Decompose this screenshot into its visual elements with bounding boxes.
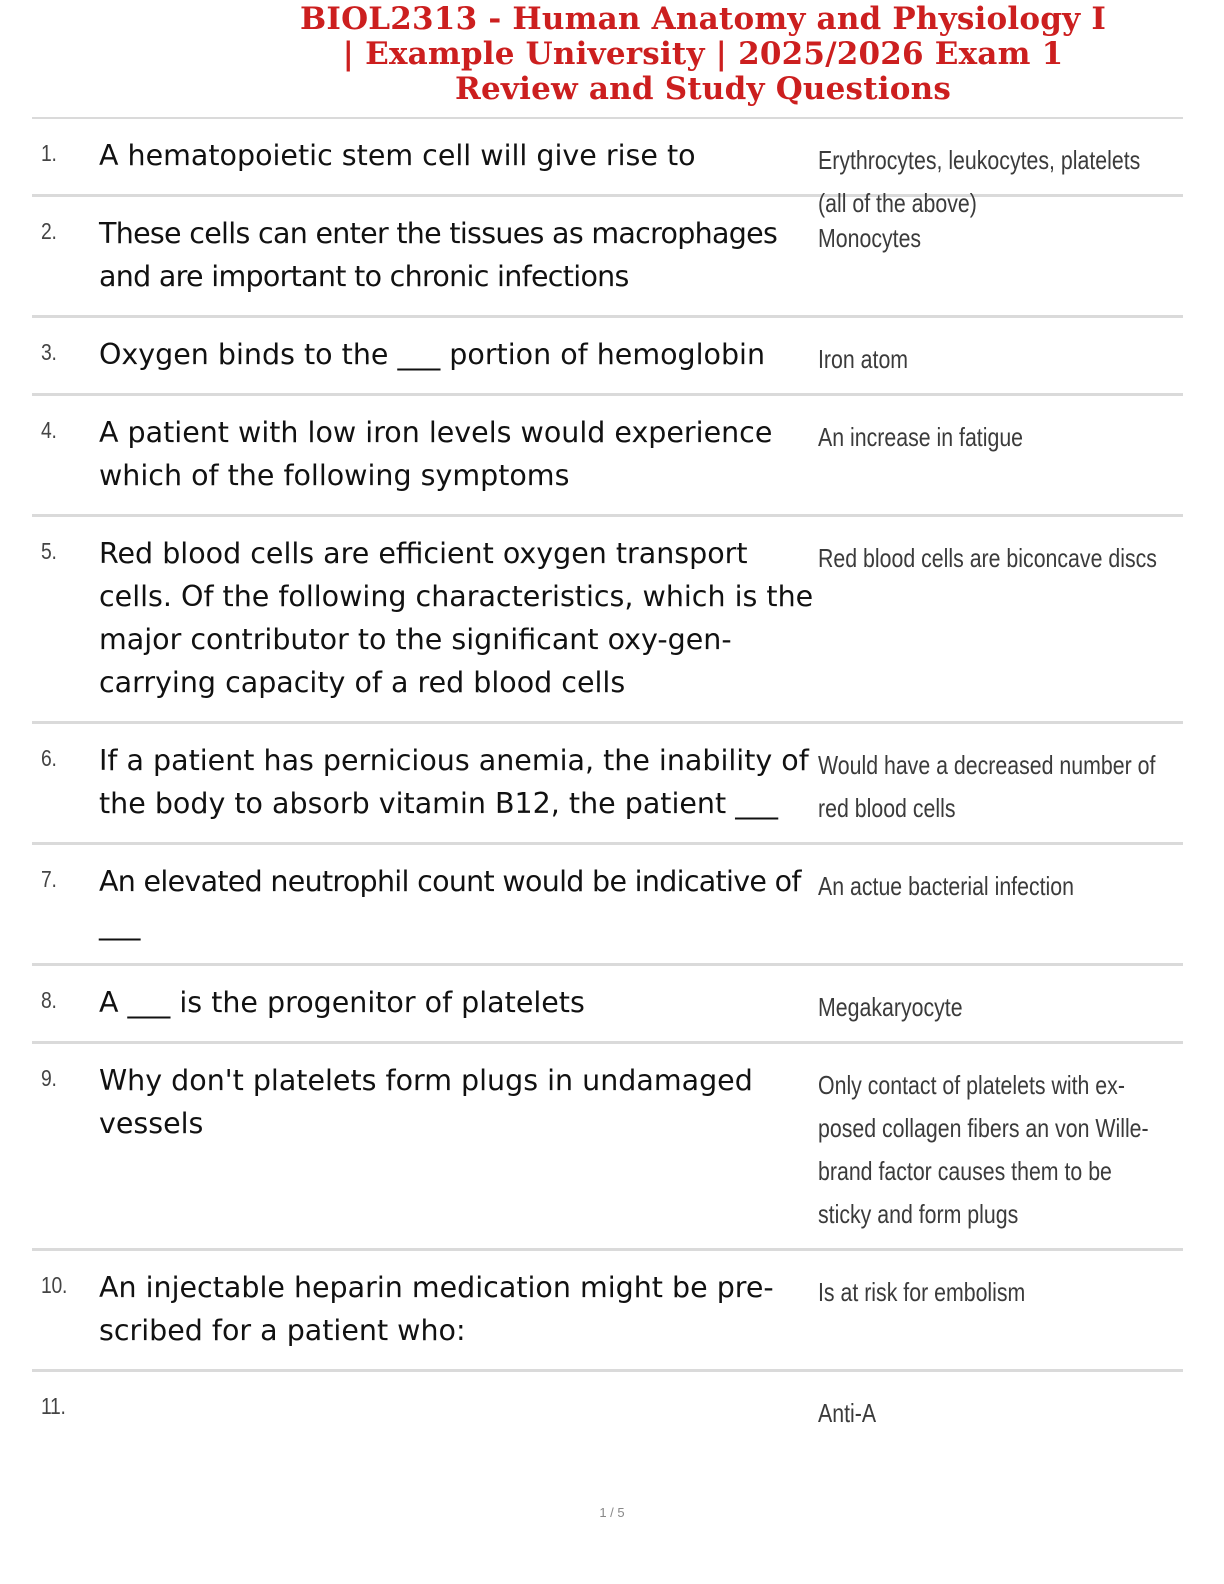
- answer-line: Red blood cells are biconcave discs: [818, 543, 1157, 573]
- answer-line: red blood cells: [818, 793, 956, 823]
- answer-line: sticky and form plugs: [818, 1199, 1019, 1229]
- question-row-6: [32, 724, 1183, 845]
- question-text: An injectable heparin medication might be pre-scribed for a patient who:: [99, 1271, 774, 1347]
- question-number: 9.: [41, 1065, 57, 1091]
- question-number: 6.: [41, 745, 57, 771]
- question-row-7: [32, 845, 1183, 966]
- question-number: 8.: [41, 987, 57, 1013]
- question-row-2: [32, 197, 1183, 318]
- question-row-1: [32, 119, 1183, 218]
- answer-text: [818, 744, 1156, 830]
- question-row-4: [32, 396, 1183, 517]
- answer-line: brand factor causes them to be: [818, 1156, 1112, 1186]
- question-text: These cells can enter the tissues as macrophages and are important to chronic infections: [99, 217, 778, 293]
- question-text: A hematopoietic stem cell will give rise to: [99, 139, 696, 172]
- question-row-9: [32, 1044, 1183, 1251]
- question-number: 4.: [41, 417, 57, 443]
- question-row-3: [32, 318, 1183, 396]
- question-number: 7.: [41, 866, 57, 892]
- answer-line: (all of the above): [818, 188, 977, 218]
- question-text: [99, 1387, 817, 1430]
- title-line-2: | Example University | 2025/2026 Exam 1: [342, 36, 1064, 72]
- answer-line: Would have a decreased number of: [818, 750, 1156, 780]
- question-number: 10.: [41, 1272, 68, 1298]
- question-number: 5.: [41, 538, 57, 564]
- answer-line: Erythrocytes, leukocytes, platelets: [818, 145, 1141, 175]
- question-row-11: [32, 1372, 1183, 1447]
- answer-line: An actue bacterial infection: [818, 871, 1075, 901]
- answer-line: posed collagen fibers an von Wille-: [818, 1113, 1149, 1143]
- answer-text: [818, 338, 1113, 381]
- question-text: A patient with low iron levels would experience which of the following symptoms: [99, 416, 773, 492]
- page-indicator: 1 / 5: [599, 1505, 625, 1520]
- question-text: Red blood cells are efficient oxygen transport cells. Of the following characteristics, which is the major contributor to the significant oxy-gen-carrying capacity of a red blood cells: [99, 537, 814, 699]
- document-title: [190, 2, 1216, 107]
- answer-line: Iron atom: [818, 344, 909, 374]
- question-text: An elevated neutrophil count would be indicative of ___: [99, 865, 801, 941]
- question-number: 1.: [41, 140, 57, 166]
- answer-line: Only contact of platelets with ex-: [818, 1070, 1125, 1100]
- question-row-5: [32, 517, 1183, 724]
- question-answer-list: [32, 117, 1183, 1447]
- question-row-8: [32, 966, 1183, 1044]
- answer-line: Megakaryocyte: [818, 992, 963, 1022]
- answer-text: [818, 1271, 1113, 1314]
- answer-line: Anti-A: [818, 1398, 877, 1428]
- answer-line: Is at risk for embolism: [818, 1277, 1026, 1307]
- question-text: If a patient has pernicious anemia, the inability of the body to absorb vitamin B12, the patient ___: [99, 744, 809, 820]
- answer-line: Monocytes: [818, 223, 922, 253]
- question-number: 2.: [41, 218, 57, 244]
- question-text: Why don't platelets form plugs in undamaged vessels: [99, 1064, 753, 1140]
- answer-text: [818, 1392, 1113, 1435]
- title-line-1: BIOL2313 - Human Anatomy and Physiology I: [299, 1, 1107, 37]
- answer-text: [818, 1064, 1149, 1236]
- answer-text: [818, 865, 1113, 908]
- answer-text: [818, 416, 1113, 459]
- question-number: 3.: [41, 339, 57, 365]
- answer-line: An increase in fatigue: [818, 422, 1024, 452]
- question-number: 11.: [41, 1393, 66, 1419]
- title-line-3: Review and Study Questions: [455, 71, 951, 107]
- answer-text: [818, 217, 1113, 260]
- question-text: A ___ is the progenitor of platelets: [99, 986, 585, 1019]
- answer-text: [818, 986, 1113, 1029]
- question-text: Oxygen binds to the ___ portion of hemoglobin: [99, 338, 766, 371]
- question-row-10: [32, 1251, 1183, 1372]
- answer-text: [818, 537, 1157, 580]
